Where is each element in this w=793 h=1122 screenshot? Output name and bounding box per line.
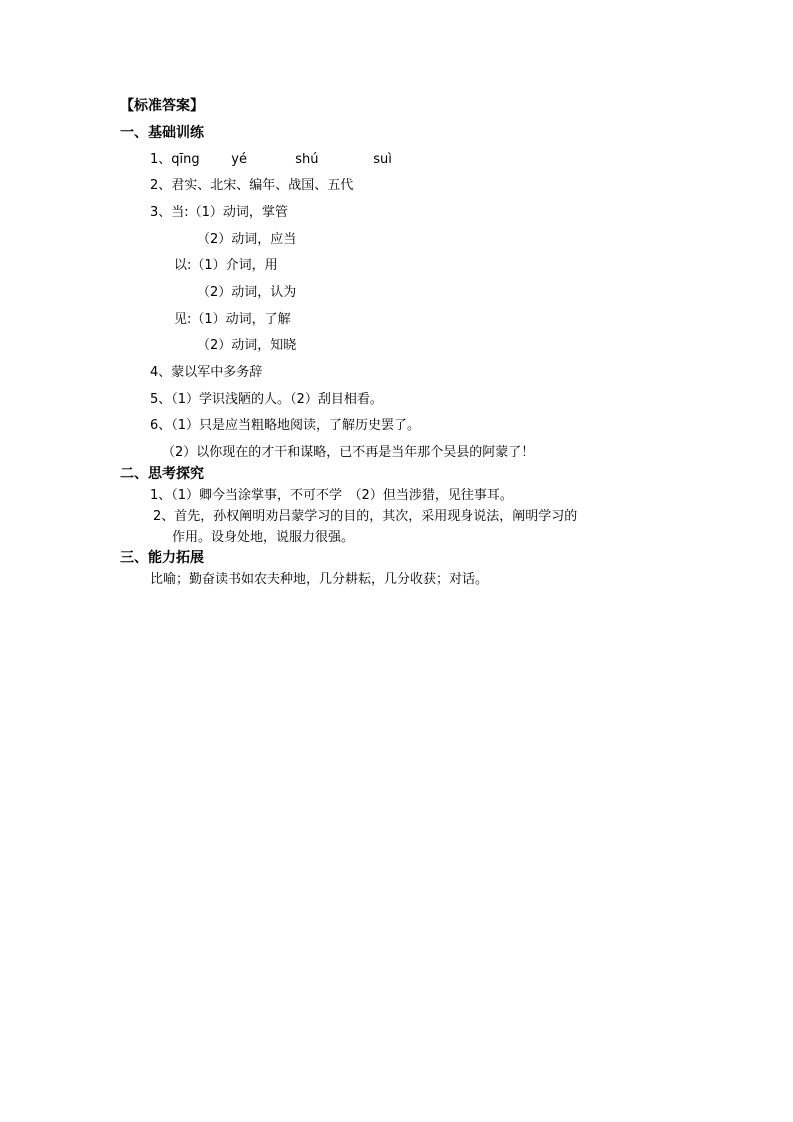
- q4-line: 4、蒙以军中多务辞: [150, 365, 263, 380]
- q3-line-c: 以:（1）介词，用: [174, 258, 278, 273]
- s3-text: 比喻；勤奋读书如农夫种地，几分耕耘，几分收获；对话。: [150, 572, 489, 587]
- q1-number: 1、: [150, 152, 172, 167]
- q3-line-f: （2）动词，知晓: [197, 338, 297, 353]
- pinyin-2: yé: [231, 152, 247, 167]
- section-3-heading: 三、能力拓展: [120, 550, 204, 566]
- s2-q1-line: 1、（1）卿今当涂掌事，不可不学 （2）但当涉猎，见往事耳。: [150, 488, 513, 503]
- page-title: 【标准答案】: [120, 98, 204, 114]
- pinyin-3: shú: [295, 152, 319, 167]
- q6-line-a: 6、（1）只是应当粗略地阅读，了解历史罢了。: [150, 418, 421, 433]
- pinyin-1: qīng: [171, 152, 200, 167]
- q2-line: 2、君实、北宋、编年、战国、五代: [150, 178, 354, 193]
- pinyin-4: suì: [373, 152, 392, 167]
- s2-q2-line-b: 作用。设身处地，说服力很强。: [172, 530, 355, 545]
- q3-line-b: （2）动词，应当: [197, 232, 297, 247]
- q3-line-e: 见:（1）动词，了解: [174, 312, 291, 327]
- q6-line-b: （2）以你现在的才干和谋略，已不再是当年那个吴县的阿蒙了！: [162, 445, 535, 460]
- s2-q2-line-a: 2、首先，孙权阐明劝吕蒙学习的目的，其次，采用现身说法，阐明学习的: [153, 509, 578, 524]
- q5-line: 5、（1）学识浅陋的人。（2）刮目相看。: [150, 392, 383, 407]
- q1-pinyin-line: [150, 152, 392, 168]
- section-2-heading: 二、思考探究: [120, 466, 204, 482]
- q3-line-d: （2）动词，认为: [197, 285, 297, 300]
- section-1-heading: 一、基础训练: [120, 125, 204, 141]
- q3-line-a: 3、当:（1）动词，掌管: [150, 205, 288, 220]
